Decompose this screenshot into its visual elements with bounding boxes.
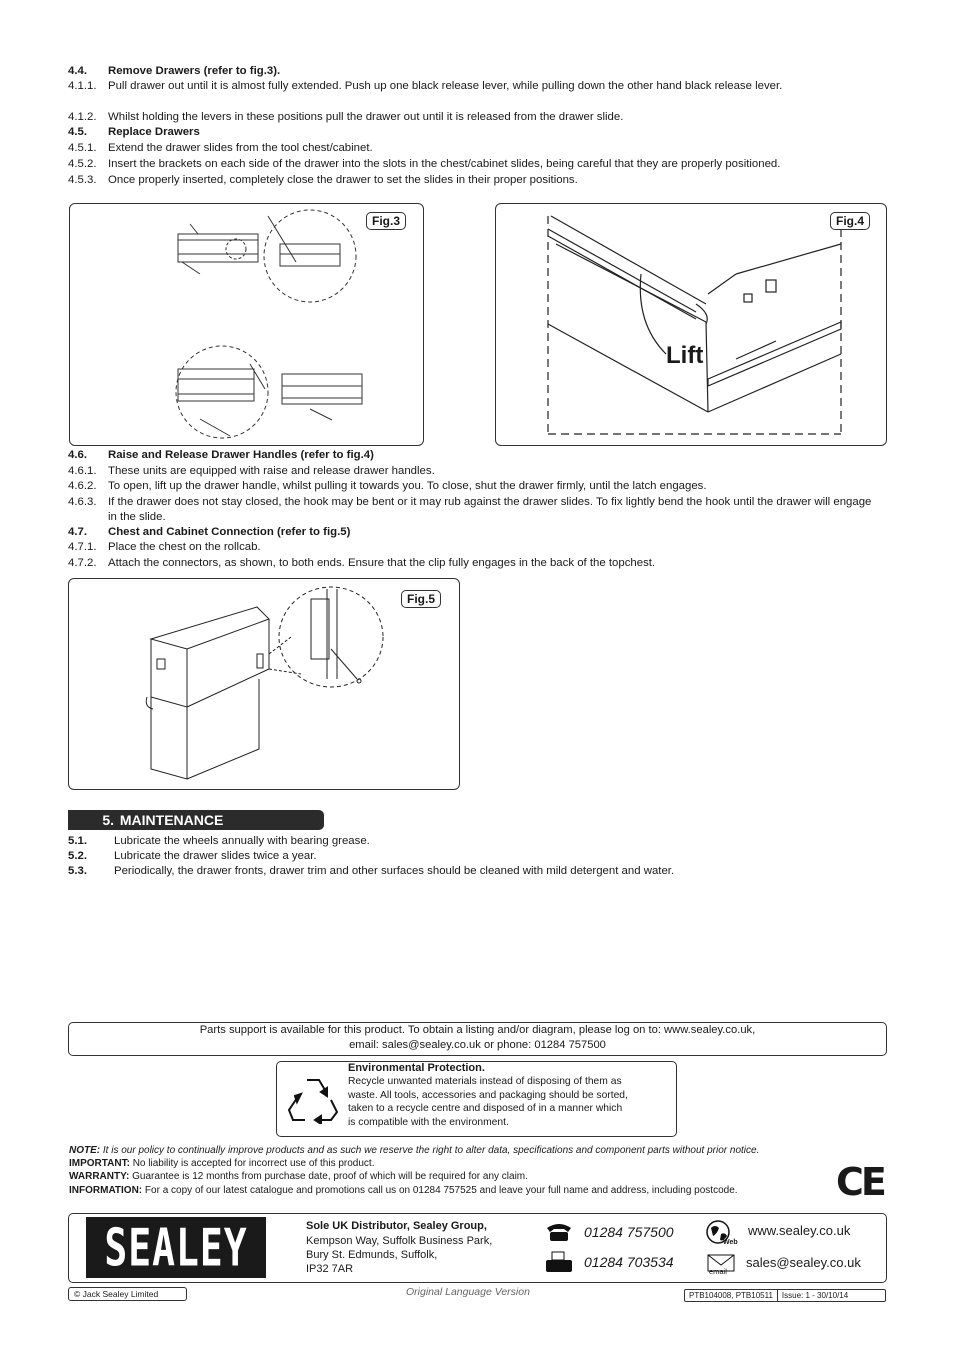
section-4-5-heading: 4.5. Replace Drawers: [68, 126, 200, 138]
list-item: 4.5.2. Insert the brackets on each side of the drawer into the slots in the chest/cabinet slides, being careful that they are properly positioned.: [68, 158, 781, 170]
footer-box: [68, 1213, 887, 1283]
environment-title: Environmental Protection.: [348, 1062, 485, 1074]
list-item: 5.2. Lubricate the drawer slides twice a year.: [68, 850, 317, 862]
list-item: 5.1. Lubricate the wheels annually with bearing grease.: [68, 835, 370, 847]
sealey-logo: SEALEY: [86, 1217, 266, 1278]
list-item: 4.6.1. These units are equipped with raise and release drawer handles.: [68, 465, 435, 477]
warranty-line: WARRANTY: Guarantee is 12 months from purchase date, proof of which will be required for any claim.: [69, 1171, 528, 1182]
issue-date: Issue: 1 - 30/10/14: [781, 1291, 849, 1300]
model-numbers: PTB104008, PTB10511: [685, 1290, 778, 1301]
figure-4-label: Fig.4: [830, 212, 870, 230]
list-item: 4.5.1. Extend the drawer slides from the tool chest/cabinet.: [68, 142, 373, 154]
email-link[interactable]: sales@sealey.co.uk: [746, 1255, 861, 1270]
list-item: 4.7.1. Place the chest on the rollcab.: [68, 541, 261, 553]
address-line: Kempson Way, Suffolk Business Park,: [306, 1235, 493, 1247]
section-4-4-heading: 4.4. Remove Drawers (refer to fig.3).: [68, 65, 281, 77]
important-line: IMPORTANT: No liability is accepted for incorrect use of this product.: [69, 1158, 375, 1169]
website-link[interactable]: www.sealey.co.uk: [748, 1223, 851, 1238]
fax-icon: [544, 1250, 574, 1274]
fax-number[interactable]: 01284 703534: [584, 1254, 674, 1270]
phone-number[interactable]: 01284 757500: [584, 1224, 674, 1240]
figure-3: [69, 203, 424, 446]
list-item: 4.5.3. Once properly inserted, completely close the drawer to set the slides in their proper positions.: [68, 174, 578, 186]
figure-4: [495, 203, 887, 446]
email-icon-label: email: [709, 1267, 727, 1276]
issue-box: [684, 1289, 886, 1302]
copyright: © Jack Sealey Limited: [68, 1287, 187, 1301]
list-item: 4.7.2. Attach the connectors, as shown, to both ends. Ensure that the clip fully engages in the back of the topchest.: [68, 557, 656, 569]
recycle-icon: [287, 1074, 339, 1124]
distributor-title: Sole UK Distributor, Sealey Group,: [306, 1220, 487, 1232]
information-line: INFORMATION: For a copy of our latest catalogue and promotions call us on 01284 757525 and leave your full name and address, including postcode.: [69, 1185, 738, 1196]
note-line: NOTE: It is our policy to continually improve products and as such we reserve the right to alter data, specifications and component parts without prior notice.: [69, 1145, 760, 1156]
figure-5: [68, 578, 460, 790]
list-item: 4.6.3. If the drawer does not stay closed, the hook may be bent or it may rub against the drawer slides. To fix lightly bend the hook until the drawer will engage in the slide.: [68, 496, 872, 524]
maintenance-heading: 5. MAINTENANCE: [68, 810, 324, 830]
list-item: 5.3. Periodically, the drawer fronts, drawer trim and other surfaces should be cleaned with mild detergent and water.: [68, 865, 675, 877]
list-item: 4.6.2. To open, lift up the drawer handle, whilst pulling it towards you. To close, shut the drawer firmly, until the latch engages.: [68, 480, 707, 492]
drawer-handle-illustration: [496, 204, 886, 445]
section-4-7-heading: 4.7. Chest and Cabinet Connection (refer to fig.5): [68, 526, 351, 538]
section-4-6-heading: 4.6. Raise and Release Drawer Handles (refer to fig.4): [68, 449, 374, 461]
address-line: IP32 7AR: [306, 1263, 354, 1275]
environment-box: Environmental Protection. Recycle unwanted materials instead of disposing of them as waste. All tools, accessories and packaging should be sorted, taken to a recycle centre and disposed of in a manner which is compatible with the environment.: [276, 1061, 677, 1137]
figure-5-label: Fig.5: [401, 590, 441, 608]
list-item: 4.1.1. Pull drawer out until it is almost fully extended. Push up one black release lever, while pulling down the other hand black release lever.: [68, 80, 783, 92]
list-item: 4.1.2. Whilst holding the levers in these positions pull the drawer out until it is released from the drawer slide.: [68, 111, 624, 123]
original-language-note: Original Language Version: [406, 1286, 530, 1298]
web-icon-label: Web: [723, 1239, 738, 1246]
lift-callout: Lift: [666, 342, 704, 369]
parts-support-box: Parts support is available for this product. To obtain a listing and/or diagram, please log on to: www.sealey.co.uk, email: sales@sealey.co.uk or phone: 01284 757500: [68, 1022, 887, 1056]
chest-cabinet-illustration: [69, 579, 459, 789]
figure-3-label: Fig.3: [366, 212, 406, 230]
drawer-removal-illustration: [70, 204, 423, 445]
ce-mark: CE: [836, 1160, 884, 1204]
telephone-icon: [544, 1220, 574, 1242]
address-line: Bury St. Edmunds, Suffolk,: [306, 1249, 438, 1261]
